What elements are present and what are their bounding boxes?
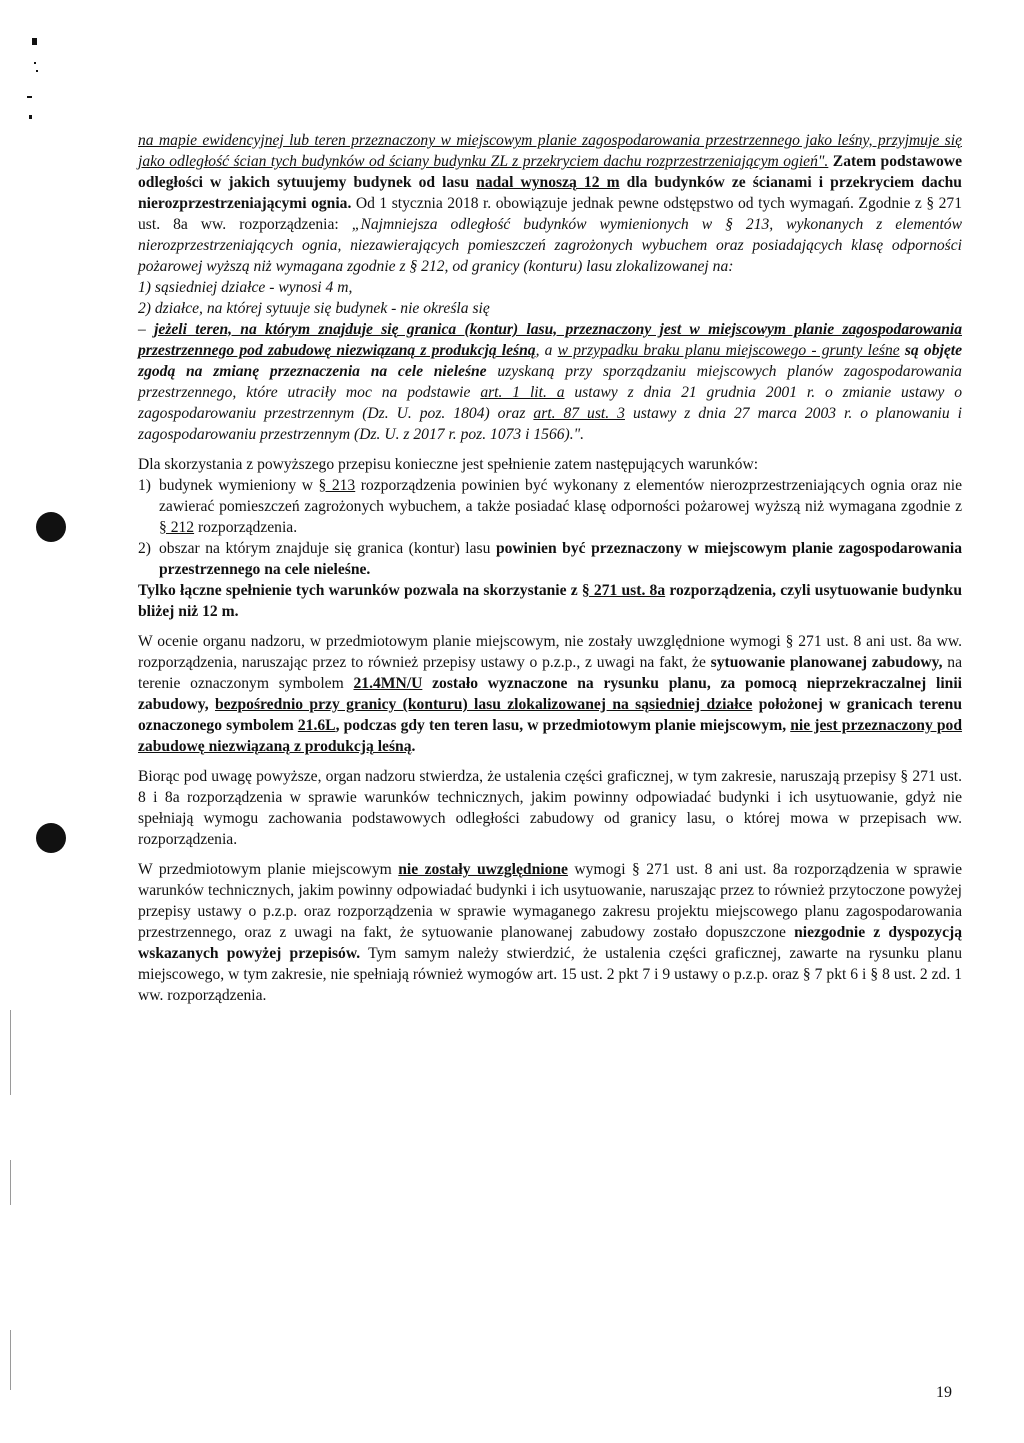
binder-hole (36, 512, 66, 542)
scan-speck (36, 70, 38, 72)
scan-edge-line (10, 1160, 11, 1205)
page-number: 19 (936, 1384, 952, 1401)
scan-edge-line (10, 1010, 11, 1095)
paragraph-quote-intro: na mapie ewidencyjnej lub teren przeznaczony w miejscowym planie zagospodarowania przestrzennego jako leśny, przyjmuje się jako odległość ścian tych budynków od ściany budynku ZL z przekryciem dachu rozprzestrzeniającym ogień". Zatem podstawowe odległości w jakich sytuujemy budynek od lasu nadal wynoszą 12 m dla budynków ze ścianami i przekryciem dachu nierozprzestrzeniającymi ognia. Od 1 stycznia 2018 r. obowiązuje jednak pewne odstępstwo od tych wymagań. Zgodnie z § 271 ust. 8a ww. rozporządzenia: „Najmniejsza odległość budynków wymienionych w § 213, wykonanych z elementów nierozprzestrzeniających ognia, niezawierających pomieszczeń zagrożonych wybuchem oraz posiadających klasę odporności pożarowej wyższą niż wymagana zgodnie z § 212, od granicy (konturu) lasu zlokalizowanej na: (138, 132, 962, 275)
paragraph-assessment: W ocenie organu nadzoru, w przedmiotowym planie miejscowym, nie zostały uwzględnione wymogi § 271 ust. 8 ani ust. 8a ww. rozporządzenia, naruszając przez to również przepisy ustawy o p.z.p., z uwagi na fakt, że sytuowanie planowanej zabudowy, na terenie oznaczonym symbolem 21.4MN/U zostało wyznaczone na rysunku planu, za pomocą nieprzekraczalnej linii zabudowy, bezpośrednio przy granicy (konturu) lasu zlokalizowanej na sąsiedniej działce położonej w granicach terenu oznaczonego symbolem 21.6L, podczas gdy ten teren lasu, w przedmiotowym planie miejscowym, nie jest przeznaczony pod zabudowę niezwiązaną z produkcją leśną. (138, 633, 963, 755)
paragraph-final: W przedmiotowym planie miejscowym nie zostały uwzględnione wymogi § 271 ust. 8 ani ust. 8a rozporządzenia w sprawie warunków technicznych, jakim powinny odpowiadać budynki i ich usytuowanie, naruszając przez to również przytoczone powyżej przepisy ustawy o p.z.p. oraz rozporządzenia w sprawie wymaganego zakresu projektu miejscowego planu zagospodarowania przestrzennego, oraz z uwagi na fakt, że sytuowanie planowanej zabudowy zostało dopuszczone niezgodnie z dyspozycją wskazanych powyżej przepisów. Tym samym należy stwierdzić, że ustalenia części graficznej, zawarte na rysunku planu miejscowego, w tym zakresie, nie spełniają również wymogów art. 15 ust. 2 pkt 7 i 9 ustawy o p.z.p. oraz § 7 pkt 6 i § 8 ust. 2 zd. 1 ww. rozporządzenia. (138, 861, 962, 1004)
conditions-list (138, 475, 962, 580)
quote-tail: – jeżeli teren, na którym znajduje się granica (kontur) lasu, przeznaczony jest w miejscowym planie zagospodarowania przestrzennego pod zabudowę niezwiązaną z produkcją leśną, a w przypadku braku planu miejscowego - grunty leśne są objęte zgodą na zmianę przeznaczenia na cele nieleśne uzyskaną przy sporządzaniu miejscowych planów zagospodarowania przestrzennego, które utraciły moc na podstawie art. 1 lit. a ustawy z dnia 21 grudnia 2001 r. o zmianie ustawy o zagospodarowaniu przestrzennym (Dz. U. poz. 1804) oraz art. 87 ust. 3 ustawy z dnia 27 marca 2003 r. o planowaniu i zagospodarowaniu przestrzennym (Dz. U. z 2017 r. poz. 1073 i 1566).". (138, 321, 963, 443)
quote-item-2: 2) działce, na której sytuuje się budynek - nie określa się (138, 300, 490, 317)
paragraph-summary: Tylko łączne spełnienie tych warunków pozwala na skorzystanie z § 271 ust. 8a rozporządzenia, czyli usytuowanie budynku bliżej niż 12 m. (138, 582, 962, 620)
scan-speck (32, 38, 37, 45)
scan-edge-line (10, 1330, 11, 1390)
scan-speck (27, 96, 32, 98)
quote-item-1: 1) sąsiedniej działce - wynosi 4 m, (138, 279, 353, 296)
binder-hole (36, 823, 66, 853)
paragraph-conclusion: Biorąc pod uwagę powyższe, organ nadzoru stwierdza, że ustalenia części graficznej, w tym zakresie, naruszają przepisy § 271 ust. 8 i 8a rozporządzenia w sprawie warunków technicznych, jakim powinny odpowiadać budynki i ich usytuowanie, gdyż nie spełniają wymogu zachowania podstawowych odległości zabudowy od granicy lasu, o której mowa w przepisach ww. rozporządzenia. (138, 768, 962, 848)
document-body (138, 130, 962, 1006)
scan-speck (34, 62, 36, 64)
condition-item-2: 2) obszar na którym znajduje się granica (kontur) lasu powinien być przeznaczony w miejscowym planie zagospodarowania przestrzennego na cele nieleśne. (138, 540, 962, 578)
scan-speck (29, 115, 32, 119)
condition-item-1: 1) budynek wymieniony w § 213 rozporządzenia powinien być wykonany z elementów nierozprzestrzeniających ognia oraz nie zawierać pomieszczeń zagrożonych wybuchem, a także posiadać klasę odporności pożarowej wyższą niż wymagana zgodnie z § 212 rozporządzenia. (138, 477, 963, 536)
paragraph-conditions-intro: Dla skorzystania z powyższego przepisu konieczne jest spełnienie zatem następujących warunków: (138, 456, 759, 473)
